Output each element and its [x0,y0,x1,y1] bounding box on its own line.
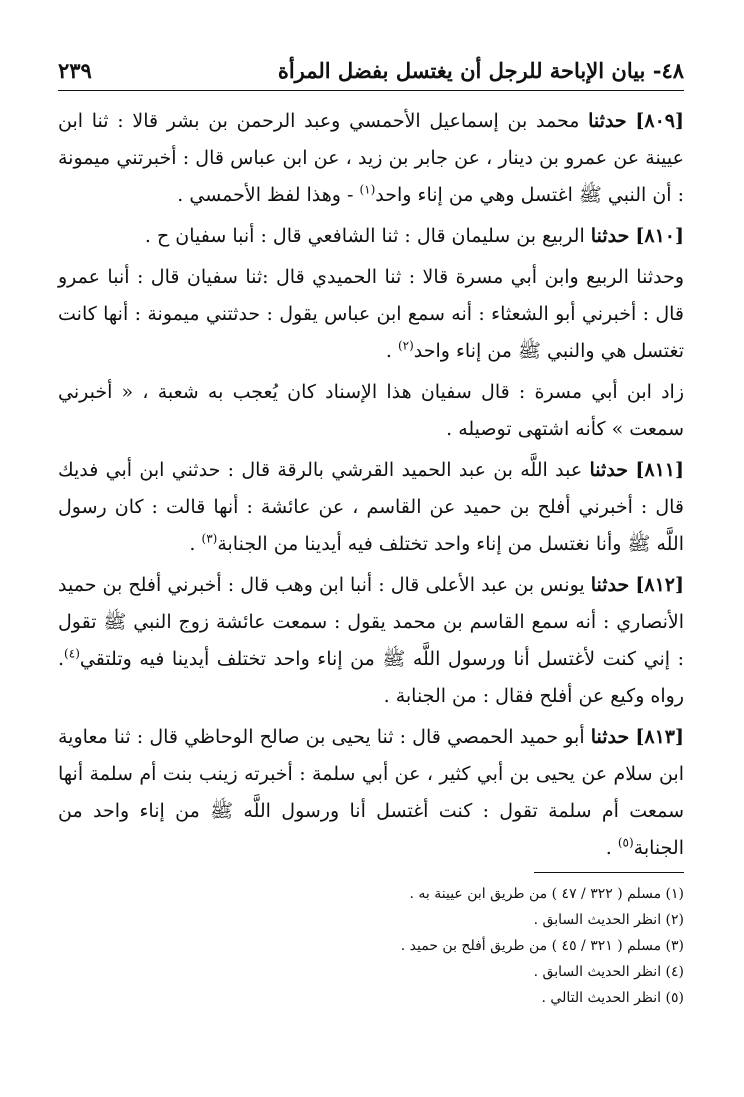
hadith-tail: . [189,533,202,556]
footnote-ref: (٢) [397,338,414,353]
hadith-810-addition [58,374,684,448]
footnote-ref: (٥) [617,835,634,850]
hadith-810-continued [58,259,684,370]
page-number: ٢٣٩ [58,58,92,83]
chapter-title: ٤٨- بيان الإباحة للرجل أن يغتسل بفضل المرأة [277,58,684,83]
hadith-812 [58,567,684,715]
footnote-divider [534,872,684,873]
narration-lead: حدثنا [588,110,627,133]
main-text [58,103,684,867]
hadith-text: محمد بن إسماعيل الأحمسي وعبد الرحمن بن بشر قالا : ثنا ابن عيينة عن عمرو بن دينار ، عن جابر بن زيد ، عن ابن عباس قال : أخبرتني ميمونة : أن النبي ﷺ اغتسل وهي من إناء واحد [58,110,684,207]
hadith-809 [58,103,684,214]
footnote-1: (١) مسلم ( ٣٢٢ / ٤٧ ) من طريق ابن عيينة به . [409,886,684,902]
footnotes [58,872,684,1011]
footnote-ref: (٤) [64,646,80,661]
hadith-tail: - وهذا لفظ الأحمسي . [177,184,360,207]
running-header [58,58,684,91]
footnote-4: (٤) انظر الحديث السابق . [533,964,684,980]
narration-lead: حدثنا [590,574,630,597]
footnote-ref: (٣) [201,531,218,546]
hadith-813 [58,719,684,867]
narration-lead: حدثنا [590,726,630,749]
hadith-text: يونس بن عبد الأعلى قال : أنبا ابن وهب قال : أخبرني أفلح بن حميد الأنصاري : أنه سمع القاسم بن محمد يقول : سمعت عائشة زوج النبي ﷺ تقول : إني كنت لأغتسل أنا ورسول اللَّه ﷺ من إناء واحد تختلف أيدينا فيه وتلتقي [58,574,684,671]
hadith-tail: . رواه وكيع عن أفلح فقال : من الجنابة . [58,648,684,708]
hadith-810 [58,218,684,255]
footnote-2: (٢) انظر الحديث السابق . [533,912,684,928]
hadith-text: أبو حميد الحمصي قال : ثنا يحيى بن صالح الوحاظي قال : ثنا معاوية ابن سلام عن يحيى بن أبي كثير ، عن أبي سلمة : أخبرته زينب بنت أم سلمة أنها سمعت أم سلمة تقول : كنت أغتسل أنا ورسول اللَّه ﷺ من إناء واحد من الجنابة [58,726,684,860]
hadith-number: [٨١١] [635,459,684,482]
hadith-811 [58,452,684,563]
hadith-tail: . [605,837,618,860]
hadith-number: [٨١٠] [635,225,684,248]
hadith-text: وحدثنا الربيع وابن أبي مسرة قالا : ثنا الحميدي قال :ثنا سفيان قال : أنبا عمرو قال : أخبرني أبو الشعثاء : أنه سمع ابن عباس يقول : حدثتني ميمونة : أنها كانت تغتسل هي والنبي ﷺ من إناء واحد [58,266,684,363]
footnote-3: (٣) مسلم ( ٣٢١ / ٤٥ ) من طريق أفلح بن حميد . [400,938,684,954]
hadith-number: [٨١٣] [635,726,684,749]
narration-lead: حدثنا [590,225,630,248]
page [58,58,684,871]
footnote-ref: (١) [359,182,376,197]
hadith-number: [٨٠٩] [635,110,684,133]
footnote-5: (٥) انظر الحديث التالي . [541,990,684,1006]
hadith-text: عبد اللَّه بن عبد الحميد القرشي بالرقة قال : حدثني ابن أبي فديك قال : أخبرني أفلح بن حميد عن القاسم ، عن عائشة : أنها قالت : كان رسول اللَّه ﷺ وأنا نغتسل من إناء واحد تختلف فيه أيدينا من الجنابة [58,459,684,556]
narration-lead: حدثنا [589,459,629,482]
hadith-text: الربيع بن سليمان قال : ثنا الشافعي قال : أنبا سفيان ح . [144,225,591,248]
hadith-text: زاد ابن أبي مسرة : قال سفيان هذا الإسناد كان يُعجب به شعبة ، « أخبرني سمعت » كأنه اشتهى توصيله . [58,381,684,441]
hadith-tail: . [385,340,398,363]
hadith-number: [٨١٢] [635,574,684,597]
